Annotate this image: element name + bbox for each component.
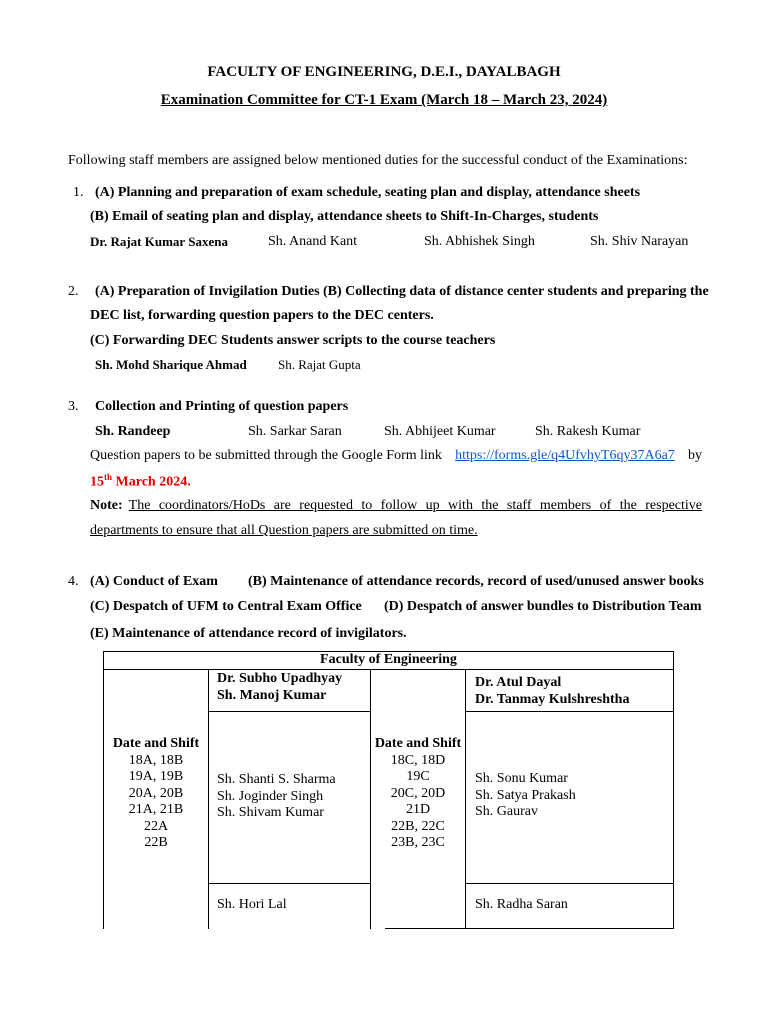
left-date-shift bbox=[104, 736, 208, 852]
document-title: FACULTY OF ENGINEERING, D.E.I., DAYALBAGH bbox=[207, 64, 561, 80]
item1-line-b: (B) Email of seating plan and display, attendance sheets to Shift-In-Charges, students bbox=[90, 209, 599, 224]
item1-name-1: Dr. Rajat Kumar Saxena bbox=[90, 234, 228, 249]
item3-name-1: Sh. Randeep bbox=[95, 424, 171, 439]
left-coordinator-1: Dr. Subho Upadhyay bbox=[217, 671, 343, 686]
item2-name-2: Sh. Rajat Gupta bbox=[278, 357, 361, 372]
deadline-day: 15 bbox=[90, 474, 104, 490]
document-subtitle: Examination Committee for CT-1 Exam (March 18 – March 23, 2024) bbox=[160, 92, 608, 108]
item4-b: (B) Maintenance of attendance records, record of used/unused answer books bbox=[248, 574, 704, 589]
right-date-3: 20C, 20D bbox=[390, 785, 446, 801]
table-header: Faculty of Engineering bbox=[320, 652, 457, 667]
duty-table bbox=[103, 651, 674, 929]
item4-c: (C) Despatch of UFM to Central Exam Office bbox=[90, 599, 362, 614]
table-right-coord-rule bbox=[465, 711, 674, 712]
right-date-4: 21D bbox=[405, 802, 431, 817]
right-staff-2: Sh. Satya Prakash bbox=[475, 787, 576, 803]
table-right-extra-rule bbox=[465, 883, 674, 884]
table-bottom-rule bbox=[385, 928, 674, 929]
right-date-shift bbox=[371, 736, 465, 852]
left-date-5: 22A bbox=[143, 818, 169, 834]
left-date-4: 21A, 21B bbox=[128, 802, 184, 817]
item3-name-3: Sh. Abhijeet Kumar bbox=[384, 424, 496, 439]
item2-line-a: (A) Preparation of Invigilation Duties (B) Collecting data of distance center students and preparing the bbox=[95, 284, 709, 299]
left-staff-1: Sh. Shanti S. Sharma bbox=[217, 772, 336, 787]
item4-e: (E) Maintenance of attendance record of invigilators. bbox=[90, 626, 407, 641]
left-coordinator-2: Sh. Manoj Kumar bbox=[217, 687, 327, 703]
right-date-1: 18C, 18D bbox=[390, 752, 446, 768]
deadline-day-suffix: th bbox=[104, 472, 113, 482]
right-date-2: 19C bbox=[406, 769, 430, 784]
table-border-right bbox=[673, 651, 674, 929]
table-left-coord-rule bbox=[208, 711, 370, 712]
item3-name-4: Sh. Rakesh Kumar bbox=[535, 424, 641, 439]
right-date-label: Date and Shift bbox=[374, 736, 462, 751]
note-text-1: The coordinators/HoDs are requested to follow up with the staff members of the respective bbox=[128, 498, 702, 513]
item2-name-1: Sh. Mohd Sharique Ahmad bbox=[95, 357, 247, 372]
left-staff-2: Sh. Joginder Singh bbox=[217, 788, 324, 804]
item1-name-2: Sh. Anand Kant bbox=[268, 234, 358, 249]
right-staff-1: Sh. Sonu Kumar bbox=[475, 771, 568, 786]
item2-number: 2. bbox=[68, 284, 79, 299]
left-date-3: 20A, 20B bbox=[128, 785, 184, 801]
item4-number: 4. bbox=[68, 574, 79, 589]
item4-a: (A) Conduct of Exam bbox=[90, 574, 218, 589]
table-header-rule bbox=[103, 669, 674, 670]
note-label: Note: bbox=[90, 498, 123, 513]
left-staff-3: Sh. Shivam Kumar bbox=[217, 805, 324, 820]
right-coordinator-2: Dr. Tanmay Kulshreshtha bbox=[475, 691, 630, 707]
item3-submit-text: Question papers to be submitted through the Google Form link bbox=[90, 448, 442, 463]
intro-text: Following staff members are assigned below mentioned duties for the successful conduct of the Examinations: bbox=[68, 153, 688, 168]
item3-number: 3. bbox=[68, 399, 79, 414]
item1-name-4: Sh. Shiv Narayan bbox=[590, 234, 689, 249]
item2-line-c: (C) Forwarding DEC Students answer scripts to the course teachers bbox=[90, 333, 496, 348]
item2-line-a2: DEC list, forwarding question papers to the DEC centers. bbox=[90, 308, 434, 323]
item1-name-3: Sh. Abhishek Singh bbox=[424, 234, 535, 249]
table-col-rule-3 bbox=[465, 669, 466, 929]
note-text-2: departments to ensure that all Question papers are submitted on time. bbox=[90, 523, 478, 538]
table-col-rule-1 bbox=[208, 669, 209, 929]
right-staff-3: Sh. Gaurav bbox=[475, 804, 538, 819]
right-coordinator-1: Dr. Atul Dayal bbox=[475, 675, 562, 690]
left-date-1: 18A, 18B bbox=[128, 752, 184, 768]
item3-heading: Collection and Printing of question papers bbox=[95, 399, 349, 414]
item3-by: by bbox=[687, 448, 702, 463]
right-date-5: 22B, 22C bbox=[391, 818, 445, 834]
left-date-2: 19A, 19B bbox=[128, 769, 184, 784]
item3-note-line1 bbox=[90, 498, 702, 514]
right-date-6: 23B, 23C bbox=[391, 835, 445, 850]
right-extra-staff: Sh. Radha Saran bbox=[475, 897, 568, 912]
item1-line-a: (A) Planning and preparation of exam schedule, seating plan and display, attendance sheets bbox=[95, 185, 641, 200]
item1-number: 1. bbox=[73, 185, 84, 200]
left-extra-staff: Sh. Hori Lal bbox=[217, 897, 287, 912]
left-date-label: Date and Shift bbox=[112, 736, 200, 751]
left-coordinators bbox=[217, 671, 342, 704]
left-staff bbox=[217, 772, 336, 822]
item4-d: (D) Despatch of answer bundles to Distribution Team bbox=[384, 599, 702, 614]
item3-submit-line bbox=[90, 448, 702, 464]
item3-name-2: Sh. Sarkar Saran bbox=[248, 424, 342, 439]
right-staff bbox=[475, 771, 576, 821]
table-left-extra-rule bbox=[208, 883, 370, 884]
google-form-link[interactable]: https://forms.gle/q4UfvhyT6qy37A6a7 bbox=[455, 448, 675, 463]
right-coordinators bbox=[475, 675, 629, 708]
deadline-month-year: March 2024. bbox=[112, 474, 191, 490]
left-date-6: 22B bbox=[144, 835, 168, 850]
submission-deadline bbox=[90, 472, 191, 491]
